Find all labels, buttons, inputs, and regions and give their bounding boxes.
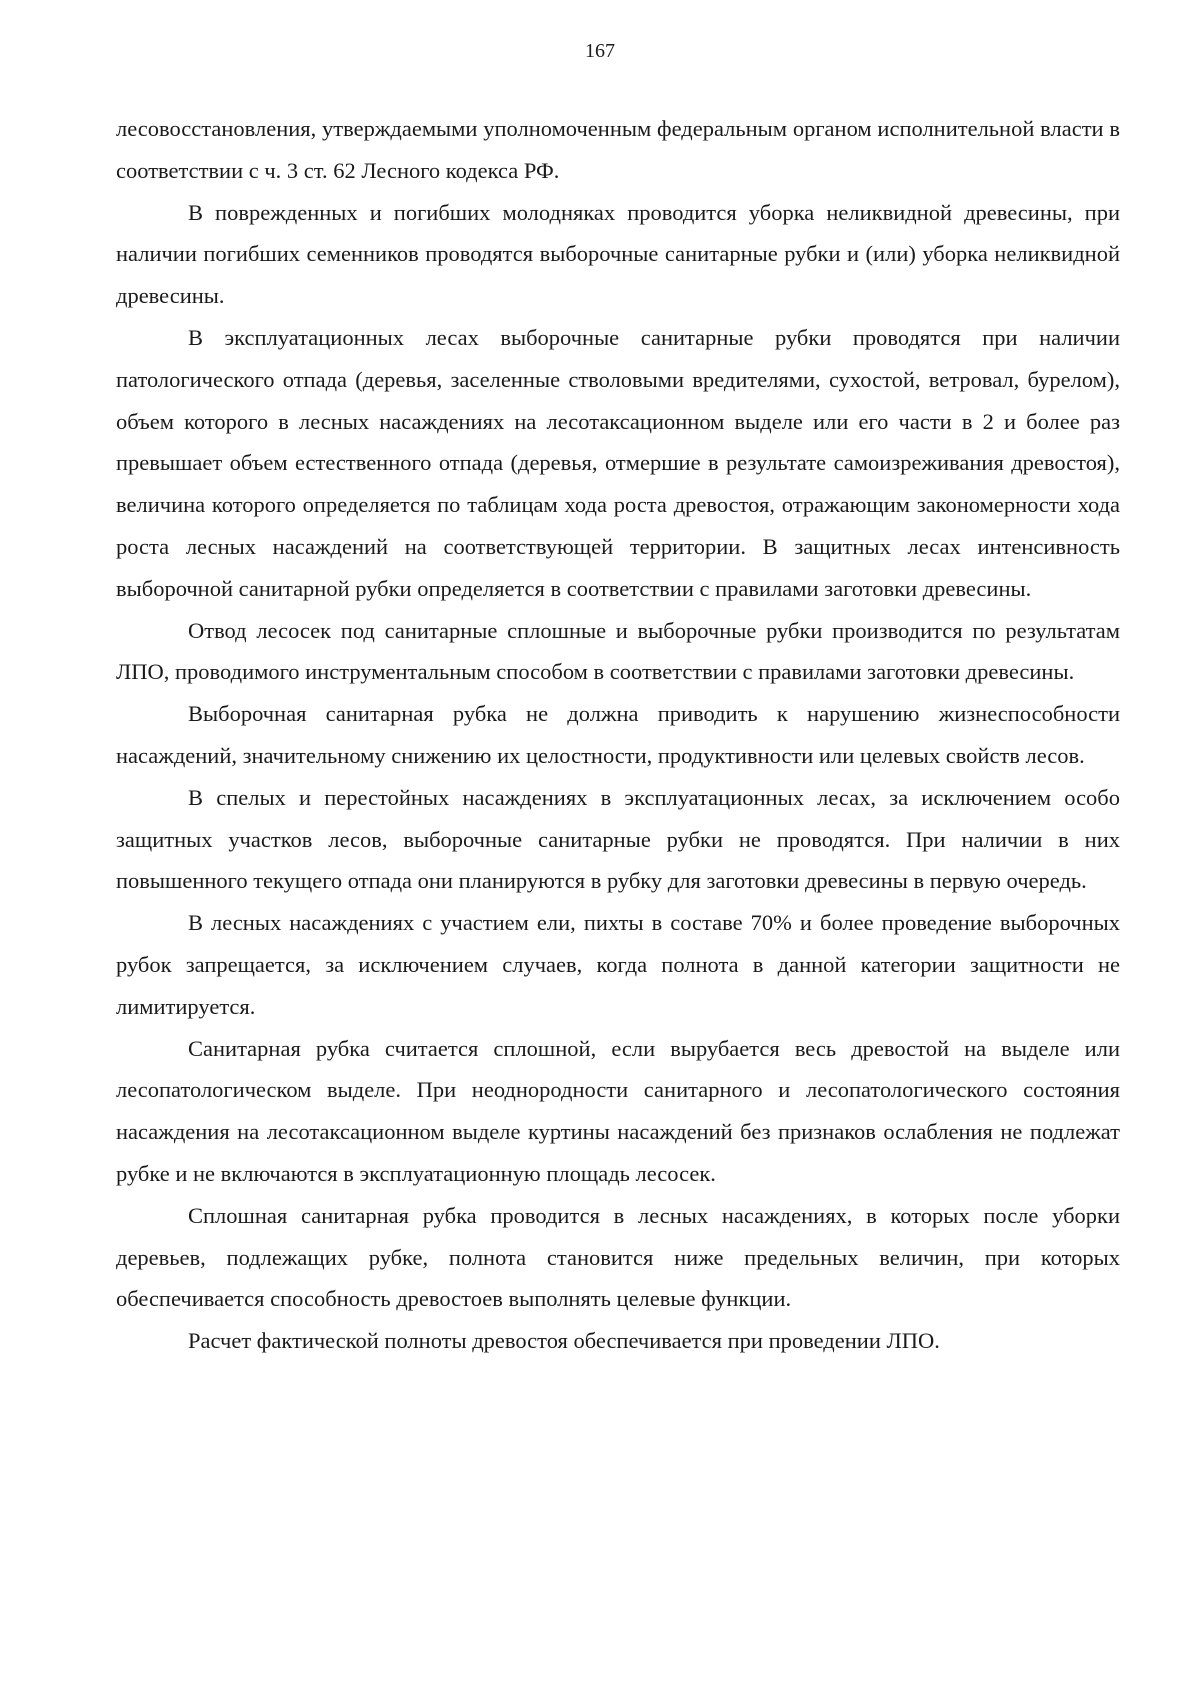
paragraph: Выборочная санитарная рубка не должна приводить к нарушению жизнеспособности насаждений, значительному снижению их целостности, продуктивности или целевых свойств лесов. (116, 701, 1120, 768)
page-number: 167 (585, 40, 615, 62)
paragraph: В лесных насаждениях с участием ели, пихты в составе 70% и более проведение выборочных рубок запрещается, за исключением случаев, когда полнота в данной категории защитности не лимитируется. (116, 910, 1120, 1019)
paragraph: В спелых и перестойных насаждениях в эксплуатационных лесах, за исключением особо защитных участков лесов, выборочные санитарные рубки не проводятся. При наличии в них повышенного текущего отпада они планируются в рубку для заготовки древесины в первую очередь. (116, 784, 1120, 894)
paragraph: Санитарная рубка считается сплошной, если вырубается весь древостой на выделе или лесопатологическом выделе. При неоднородности санитарного и лесопатологического состояния насаждения на лесотаксационном выделе куртины насаждений без признаков ослабления не подлежат рубке и не включаются в эксплуатационную площадь лесосек. (116, 1035, 1120, 1186)
paragraph: В поврежденных и погибших молодняках проводится уборка неликвидной древесины, при наличии погибших семенников проводятся выборочные санитарные рубки и (или) уборка неликвидной древесины. (116, 199, 1120, 309)
paragraph: Расчет фактической полноты древостоя обеспечивается при проведении ЛПО. (188, 1328, 940, 1354)
paragraph: Сплошная санитарная рубка проводится в лесных насаждениях, в которых после уборки деревьев, подлежащих рубке, полнота становится ниже предельных величин, при которых обеспечивается способность древостоев выполнять целевые функции. (116, 1202, 1120, 1312)
document-body (116, 108, 1120, 1362)
paragraph: Отвод лесосек под санитарные сплошные и выборочные рубки производится по результатам ЛПО, проводимого инструментальным способом в соответствии с правилами заготовки древесины. (116, 617, 1120, 685)
paragraph-continuation: лесовосстановления, утверждаемыми уполномоченным федеральным органом исполнительной власти в соответствии с ч. 3 ст. 62 Лесного кодекса РФ. (116, 116, 1120, 183)
paragraph: В эксплуатационных лесах выборочные санитарные рубки проводятся при наличии патологического отпада (деревья, заселенные стволовыми вредителями, сухостой, ветровал, бурелом), объем которого в лесных насаждениях на лесотаксационном выделе или его части в 2 и более раз превышает объем естественного отпада (деревья, отмершие в результате самоизреживания древостоя), величина которого определяется по таблицам хода роста древостоя, отражающим закономерности хода роста лесных насаждений на соответствующей территории. В защитных лесах интенсивность выборочной санитарной рубки определяется в соответствии с правилами заготовки древесины. (116, 324, 1120, 601)
